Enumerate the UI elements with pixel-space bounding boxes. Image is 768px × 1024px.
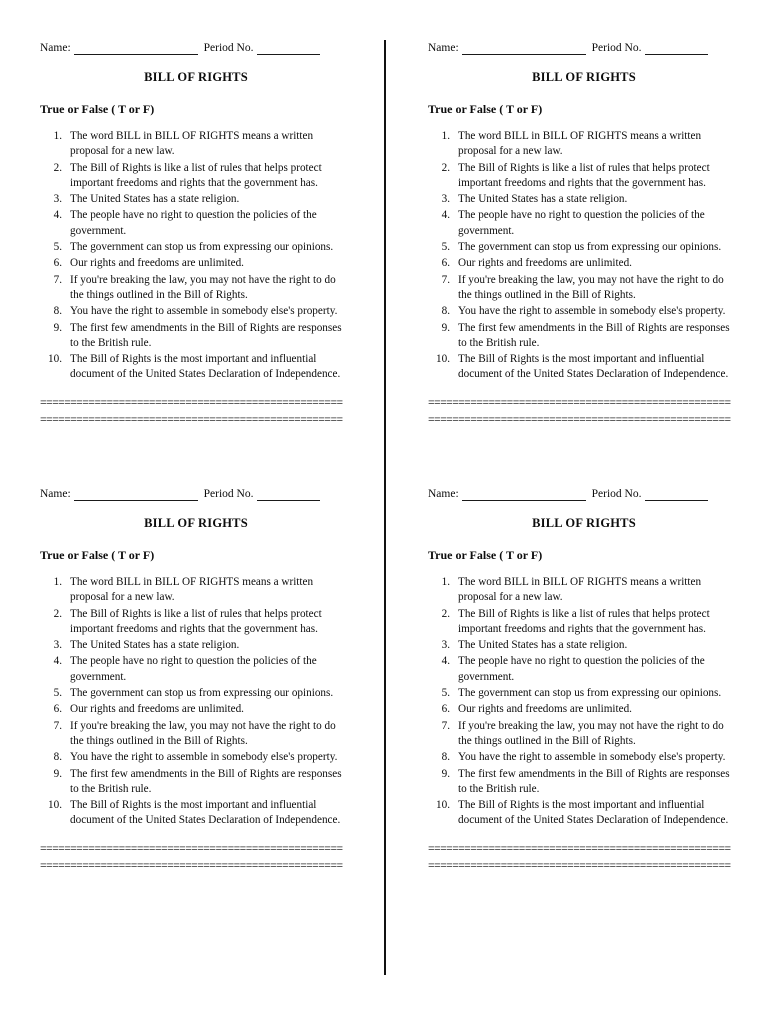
name-period-row (40, 487, 352, 502)
name-input-blank[interactable] (462, 489, 586, 501)
question-text: The government can stop us from expressing our opinions. (458, 241, 722, 254)
question-number: 6. (53, 257, 62, 270)
question-text: The Bill of Rights is the most important and influential document of the United States Declaration of Independence. (458, 353, 729, 381)
question-list (428, 575, 740, 829)
question-text: If you're breaking the law, you may not have the right to do the things outlined in the Bill of Rights. (70, 273, 336, 301)
cut-line-divider (40, 845, 352, 869)
period-input-blank[interactable] (645, 43, 708, 55)
question-number: 7. (53, 719, 62, 732)
name-period-row (40, 41, 352, 56)
question-text: If you're breaking the law, you may not have the right to do the things outlined in the Bill of Rights. (458, 719, 724, 747)
question-text: You have the right to assemble in somebody else's property. (458, 305, 726, 318)
question-number: 5. (441, 241, 450, 254)
question-text: You have the right to assemble in somebody else's property. (70, 305, 338, 318)
question-item (40, 273, 352, 304)
question-item (40, 767, 352, 798)
question-item (40, 719, 352, 750)
question-item (428, 638, 740, 653)
question-text: You have the right to assemble in somebody else's property. (70, 751, 338, 764)
worksheet-copy-bottom-right (384, 487, 768, 869)
question-item (40, 161, 352, 192)
question-text: The Bill of Rights is the most important and influential document of the United States Declaration of Independence. (458, 799, 729, 827)
question-text: The word BILL in BILL OF RIGHTS means a written proposal for a new law. (70, 130, 314, 158)
question-text: The Bill of Rights is like a list of rules that helps protect important freedoms and rights that the government has. (458, 161, 710, 189)
question-text: Our rights and freedoms are unlimited. (70, 257, 244, 270)
worksheet-copy-top-left (0, 41, 384, 423)
question-text: The United States has a state religion. (458, 193, 628, 206)
question-text: The word BILL in BILL OF RIGHTS means a written proposal for a new law. (458, 576, 702, 604)
question-number: 6. (53, 703, 62, 716)
question-number: 3. (441, 639, 450, 652)
name-period-row (428, 41, 740, 56)
question-text: The first few amendments in the Bill of Rights are responses to the British rule. (458, 767, 730, 795)
question-number: 10. (436, 353, 450, 366)
question-text: The Bill of Rights is like a list of rules that helps protect important freedoms and rights that the government has. (70, 161, 322, 189)
question-item (40, 638, 352, 653)
question-number: 9. (441, 321, 450, 334)
period-input-blank[interactable] (257, 43, 320, 55)
period-label: Period No. (591, 488, 642, 500)
worksheet-title: BILL OF RIGHTS (144, 516, 248, 530)
question-number: 8. (441, 305, 450, 318)
question-number: 2. (441, 607, 450, 620)
period-label: Period No. (203, 488, 254, 500)
worksheet-copy-top-right (384, 41, 768, 423)
question-number: 8. (441, 751, 450, 764)
question-text: The people have no right to question the policies of the government. (458, 209, 705, 237)
cut-line-divider (428, 399, 740, 423)
question-item (428, 321, 740, 352)
question-number: 4. (441, 209, 450, 222)
question-item (428, 654, 740, 685)
question-text: You have the right to assemble in somebody else's property. (458, 751, 726, 764)
question-item (428, 273, 740, 304)
question-item (428, 767, 740, 798)
question-item (40, 607, 352, 638)
question-text: The first few amendments in the Bill of Rights are responses to the British rule. (458, 321, 730, 349)
instructions-prompt: True or False ( T or F) (40, 548, 155, 562)
period-input-blank[interactable] (257, 489, 320, 501)
question-number: 4. (53, 655, 62, 668)
question-item (428, 750, 740, 765)
question-number: 5. (441, 687, 450, 700)
question-text: Our rights and freedoms are unlimited. (458, 257, 632, 270)
question-number: 3. (53, 639, 62, 652)
question-item (40, 352, 352, 383)
question-number: 5. (53, 241, 62, 254)
question-text: The government can stop us from expressing our opinions. (70, 687, 334, 700)
question-text: The government can stop us from expressing our opinions. (70, 241, 334, 254)
question-item (428, 208, 740, 239)
question-text: Our rights and freedoms are unlimited. (70, 703, 244, 716)
worksheet-title: BILL OF RIGHTS (144, 70, 248, 84)
name-input-blank[interactable] (462, 43, 586, 55)
question-number: 1. (441, 130, 450, 142)
name-label: Name: (428, 488, 459, 500)
question-item (40, 240, 352, 255)
name-label: Name: (40, 42, 71, 54)
period-label: Period No. (203, 42, 254, 54)
question-item (428, 192, 740, 207)
question-text: The people have no right to question the policies of the government. (458, 655, 705, 683)
question-text: The government can stop us from expressing our opinions. (458, 687, 722, 700)
question-item (40, 750, 352, 765)
question-number: 1. (441, 576, 450, 588)
question-item (40, 702, 352, 717)
question-item (40, 304, 352, 319)
question-text: The Bill of Rights is like a list of rules that helps protect important freedoms and rights that the government has. (458, 607, 710, 635)
question-text: The United States has a state religion. (70, 193, 240, 206)
question-number: 8. (53, 751, 62, 764)
question-item (428, 686, 740, 701)
question-text: The Bill of Rights is the most important and influential document of the United States Declaration of Independence. (70, 353, 341, 381)
question-item (40, 321, 352, 352)
question-item (428, 240, 740, 255)
cut-line-row: ================================================== (40, 844, 343, 856)
question-number: 7. (441, 719, 450, 732)
question-text: The first few amendments in the Bill of Rights are responses to the British rule. (70, 767, 342, 795)
worksheet-copy-bottom-left (0, 487, 384, 869)
question-item (428, 719, 740, 750)
question-text: The United States has a state religion. (458, 639, 628, 652)
name-input-blank[interactable] (74, 489, 198, 501)
question-item (428, 129, 740, 160)
question-number: 4. (441, 655, 450, 668)
question-item (40, 575, 352, 606)
cut-line-row: ================================================== (40, 414, 343, 423)
question-item (40, 654, 352, 685)
cut-line-row: ================================================== (40, 398, 343, 410)
question-list (428, 129, 740, 383)
question-number: 7. (53, 273, 62, 286)
question-number: 4. (53, 209, 62, 222)
question-item (428, 352, 740, 383)
question-item (40, 208, 352, 239)
instructions-prompt: True or False ( T or F) (428, 548, 543, 562)
question-number: 6. (441, 257, 450, 270)
name-label: Name: (428, 42, 459, 54)
name-label: Name: (40, 488, 71, 500)
question-number: 10. (436, 799, 450, 812)
question-text: The United States has a state religion. (70, 639, 240, 652)
question-number: 2. (53, 161, 62, 174)
question-item (40, 256, 352, 271)
question-text: If you're breaking the law, you may not have the right to do the things outlined in the Bill of Rights. (458, 273, 724, 301)
question-item (428, 702, 740, 717)
cut-line-row: ================================================== (428, 414, 731, 423)
cut-line-divider (40, 399, 352, 423)
question-number: 10. (48, 799, 62, 812)
cut-line-divider (428, 845, 740, 869)
question-text: The people have no right to question the policies of the government. (70, 655, 317, 683)
question-number: 9. (53, 321, 62, 334)
question-text: The people have no right to question the policies of the government. (70, 209, 317, 237)
instructions-prompt: True or False ( T or F) (40, 102, 155, 116)
question-text: Our rights and freedoms are unlimited. (458, 703, 632, 716)
cut-line-row: ================================================== (428, 844, 731, 856)
worksheet-title: BILL OF RIGHTS (532, 516, 636, 530)
question-number: 10. (48, 353, 62, 366)
question-number: 3. (441, 193, 450, 206)
question-item (40, 192, 352, 207)
question-text: If you're breaking the law, you may not have the right to do the things outlined in the Bill of Rights. (70, 719, 336, 747)
question-item (428, 575, 740, 606)
question-number: 9. (441, 767, 450, 780)
question-item (428, 161, 740, 192)
cut-line-row: ================================================== (40, 860, 343, 869)
worksheet-title: BILL OF RIGHTS (532, 70, 636, 84)
name-input-blank[interactable] (74, 43, 198, 55)
question-text: The word BILL in BILL OF RIGHTS means a written proposal for a new law. (458, 130, 702, 158)
question-number: 2. (441, 161, 450, 174)
period-label: Period No. (591, 42, 642, 54)
question-item (428, 607, 740, 638)
name-period-row (428, 487, 740, 502)
question-number: 1. (53, 130, 62, 142)
question-number: 3. (53, 193, 62, 206)
question-number: 2. (53, 607, 62, 620)
period-input-blank[interactable] (645, 489, 708, 501)
question-item (40, 798, 352, 829)
question-item (428, 256, 740, 271)
cut-line-row: ================================================== (428, 860, 731, 869)
question-item (428, 304, 740, 319)
question-number: 5. (53, 687, 62, 700)
question-text: The word BILL in BILL OF RIGHTS means a written proposal for a new law. (70, 576, 314, 604)
question-text: The Bill of Rights is like a list of rules that helps protect important freedoms and rights that the government has. (70, 607, 322, 635)
right-column (384, 0, 768, 1024)
question-number: 1. (53, 576, 62, 588)
question-list (40, 575, 352, 829)
question-list (40, 129, 352, 383)
instructions-prompt: True or False ( T or F) (428, 102, 543, 116)
question-item (40, 686, 352, 701)
question-number: 7. (441, 273, 450, 286)
question-text: The Bill of Rights is the most important and influential document of the United States Declaration of Independence. (70, 799, 341, 827)
question-text: The first few amendments in the Bill of Rights are responses to the British rule. (70, 321, 342, 349)
question-number: 9. (53, 767, 62, 780)
question-number: 6. (441, 703, 450, 716)
question-item (40, 129, 352, 160)
question-item (428, 798, 740, 829)
cut-line-row: ================================================== (428, 398, 731, 410)
question-number: 8. (53, 305, 62, 318)
